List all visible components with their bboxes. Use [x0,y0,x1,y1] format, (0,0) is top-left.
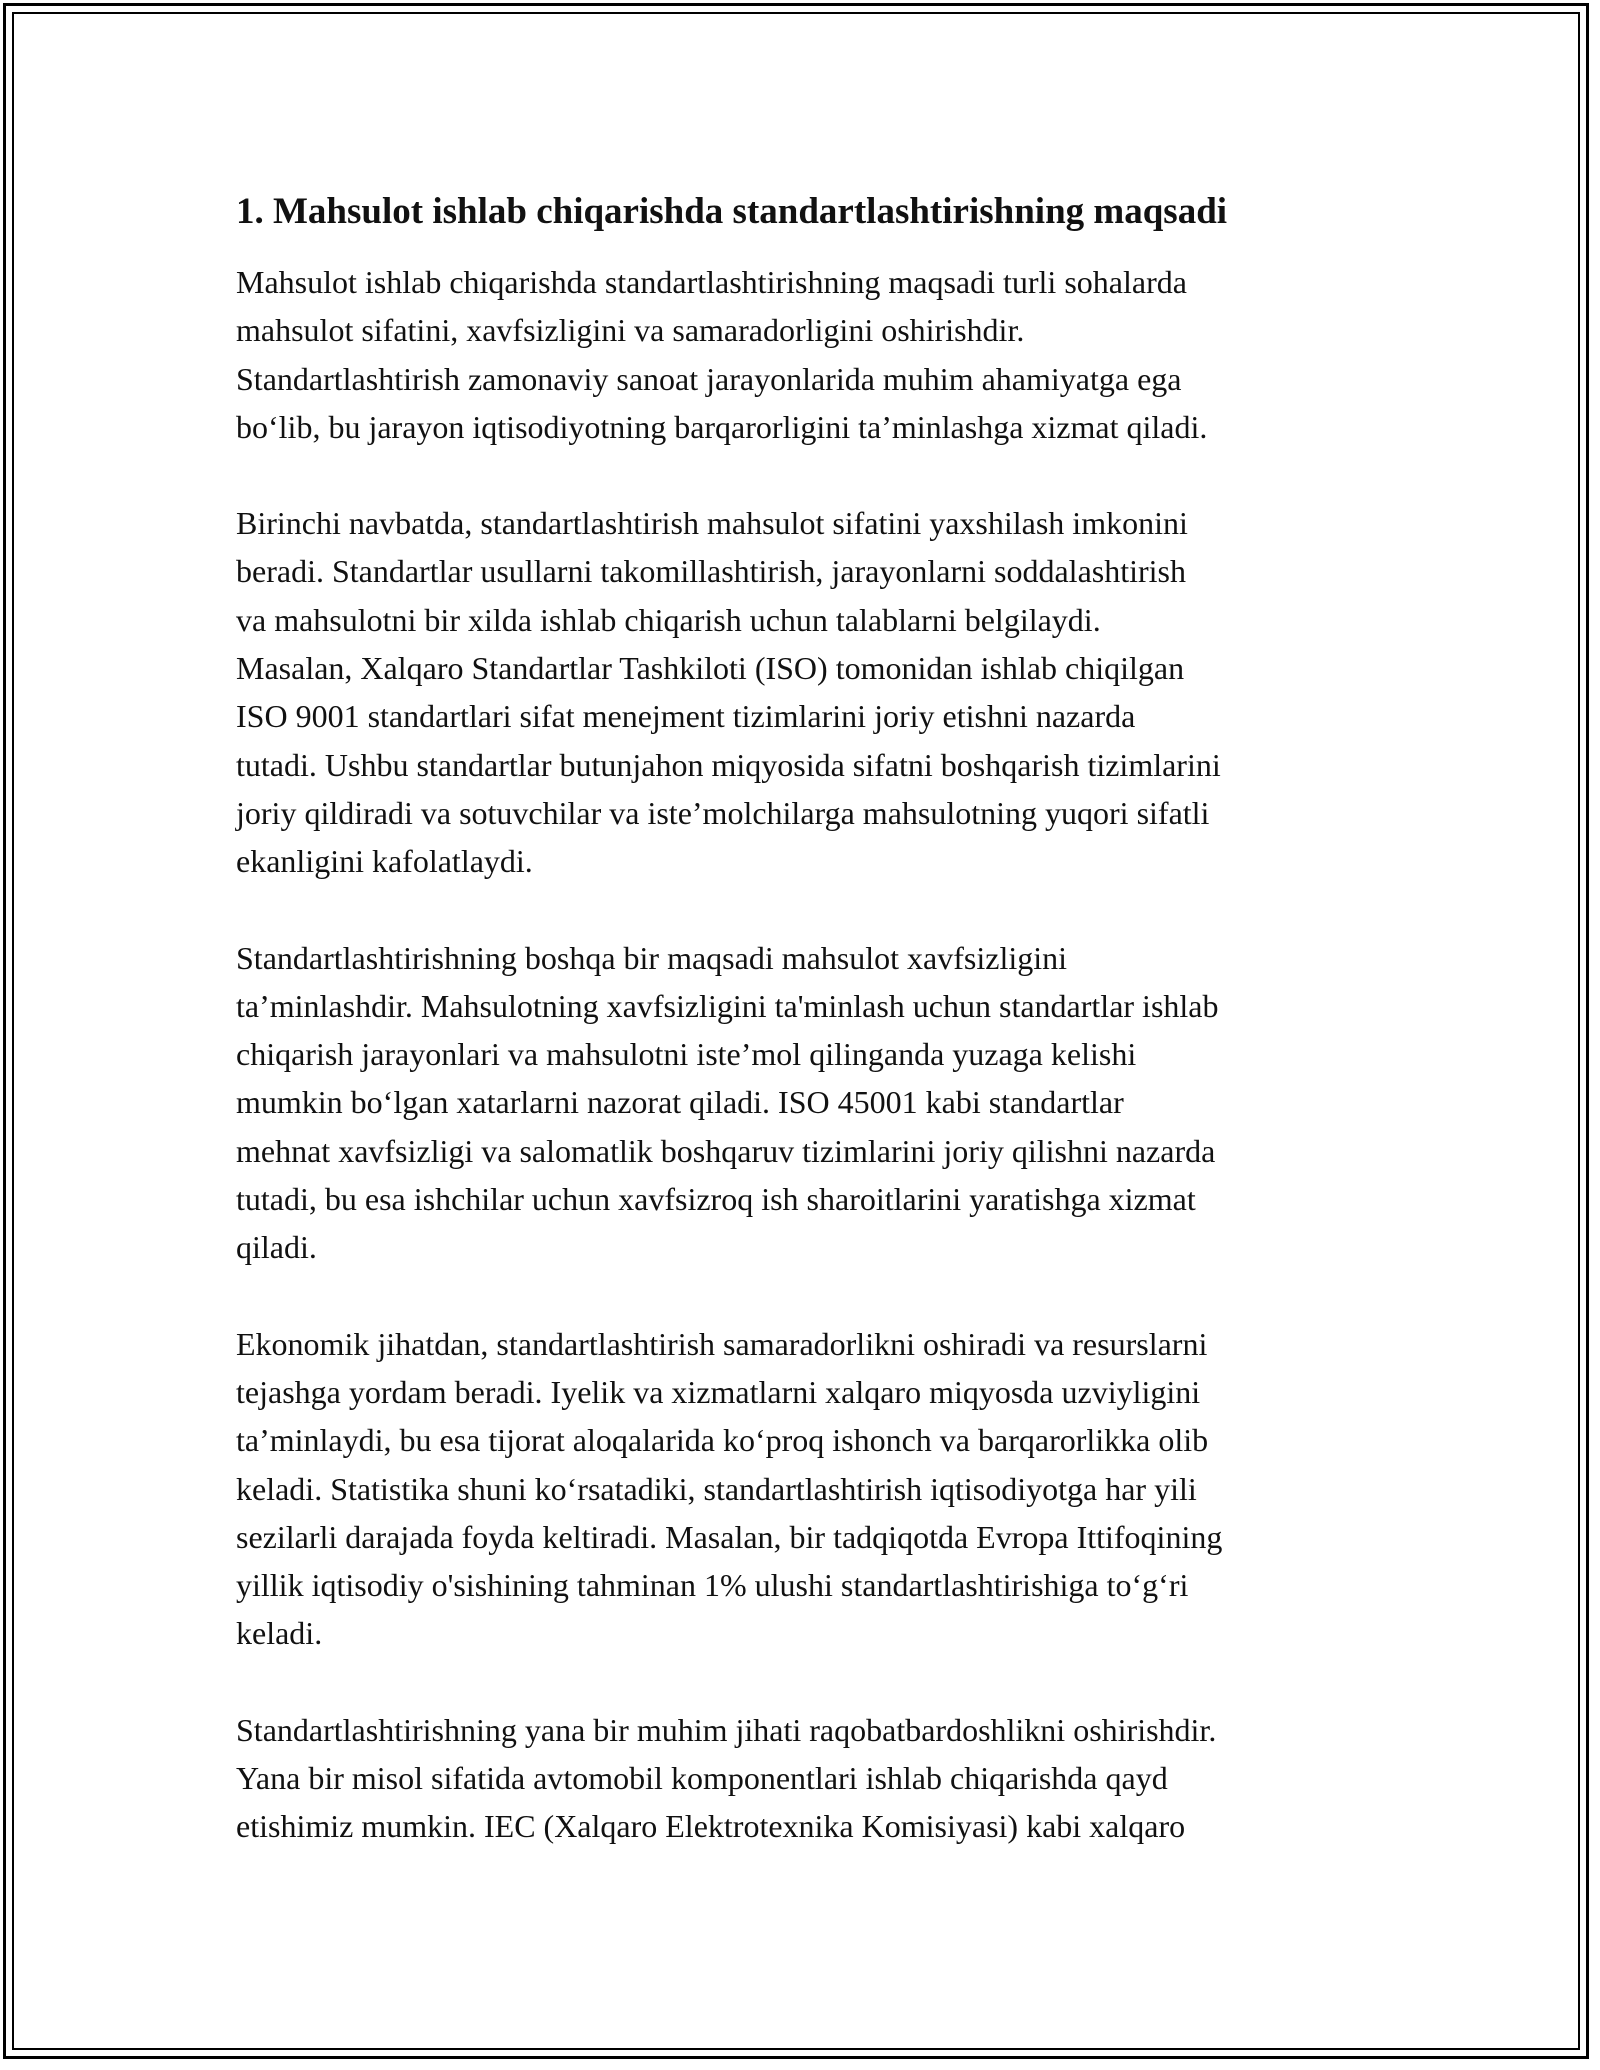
paragraph-line: mahsulot sifatini, xavfsizligini va samaradorligini oshirishdir. [236,312,1025,349]
paragraph-line: Birinchi navbatda, standartlashtirish mahsulot sifatini yaxshilash imkonini [236,505,1188,542]
paragraph-line: qiladi. [236,1229,317,1266]
paragraph-1 [236,258,1386,451]
paragraph-line: Standartlashtirishning yana bir muhim jihati raqobatbardoshlikni oshirishdir. [236,1711,1217,1748]
paragraph-line: etishimiz mumkin. IEC (Xalqaro Elektrotexnika Komisiyasi) kabi xalqaro [236,1808,1186,1845]
paragraph-line: Ekonomik jihatdan, standartlashtirish samaradorlikni oshiradi va resurslarni [236,1325,1208,1362]
paragraph-line: ekanligini kafolatlaydi. [236,843,533,880]
paragraph-line: tutadi. Ushbu standartlar butunjahon miqyosida sifatni boshqarish tizimlarini [236,746,1221,783]
paragraph-line: yillik iqtisodiy o'sishining tahminan 1% ulushi standartlashtirishiga to‘g‘ri [236,1567,1189,1604]
paragraph-line: ta’minlaydi, bu esa tijorat aloqalarida ko‘proq ishonch va barqarorlikka olib [236,1422,1209,1459]
paragraph-line: ISO 9001 standartlari sifat menejment tizimlarini joriy etishni nazarda [236,698,1136,735]
paragraph-line: chiqarish jarayonlari va mahsulotni iste’mol qilinganda yuzaga kelishi [236,1036,1137,1073]
paragraph-3 [236,934,1386,1272]
paragraph-line: Masalan, Xalqaro Standartlar Tashkiloti (ISO) tomonidan ishlab chiqilgan [236,650,1185,687]
paragraph-line: Standartlashtirishning boshqa bir maqsadi mahsulot xavfsizligini [236,939,1067,976]
paragraph-line: keladi. Statistika shuni ko‘rsatadiki, standartlashtirish iqtisodiyotga har yili [236,1470,1197,1507]
paragraph-line: mumkin bo‘lgan xatarlarni nazorat qiladi. ISO 45001 kabi standartlar [236,1084,1124,1121]
paragraph-4 [236,1320,1386,1658]
document-body [236,186,1386,1899]
paragraph-line: Mahsulot ishlab chiqarishda standartlashtirishning maqsadi turli sohalarda [236,264,1187,300]
paragraph-line: Yana bir misol sifatida avtomobil komponentlari ishlab chiqarishda qayd [236,1760,1168,1797]
paragraph-line: ta’minlashdir. Mahsulotning xavfsizligini ta'minlash uchun standartlar ishlab [236,987,1219,1024]
paragraph-5 [236,1706,1386,1851]
paragraph-line: tejashga yordam beradi. Iyelik va xizmatlarni xalqaro miqyosda uzviyligini [236,1373,1201,1410]
paragraph-line: joriy qildiradi va sotuvchilar va iste’molchilarga mahsulotning yuqori sifatli [236,794,1210,831]
paragraph-line: keladi. [236,1615,323,1652]
paragraph-line: mehnat xavfsizligi va salomatlik boshqaruv tizimlarini joriy qilishni nazarda [236,1132,1216,1169]
paragraph-2 [236,499,1386,885]
paragraph-line: va mahsulotni bir xilda ishlab chiqarish uchun talablarni belgilaydi. [236,601,1101,638]
paragraph-line: bo‘lib, bu jarayon iqtisodiyotning barqarorligini ta’minlashga xizmat qiladi. [236,408,1208,445]
section-heading: 1. Mahsulot ishlab chiqarishda standartlashtirishning maqsadi [236,191,1228,232]
paragraph-line: beradi. Standartlar usullarni takomillashtirish, jarayonlarni soddalashtirish [236,553,1186,590]
paragraph-line: tutadi, bu esa ishchilar uchun xavfsizroq ish sharoitlarini yaratishga xizmat [236,1181,1196,1218]
paragraph-line: Standartlashtirish zamonaviy sanoat jarayonlarida muhim ahamiyatga ega [236,360,1182,397]
paragraph-line: sezilarli darajada foyda keltiradi. Masalan, bir tadqiqotda Evropa Ittifoqining [236,1518,1223,1555]
